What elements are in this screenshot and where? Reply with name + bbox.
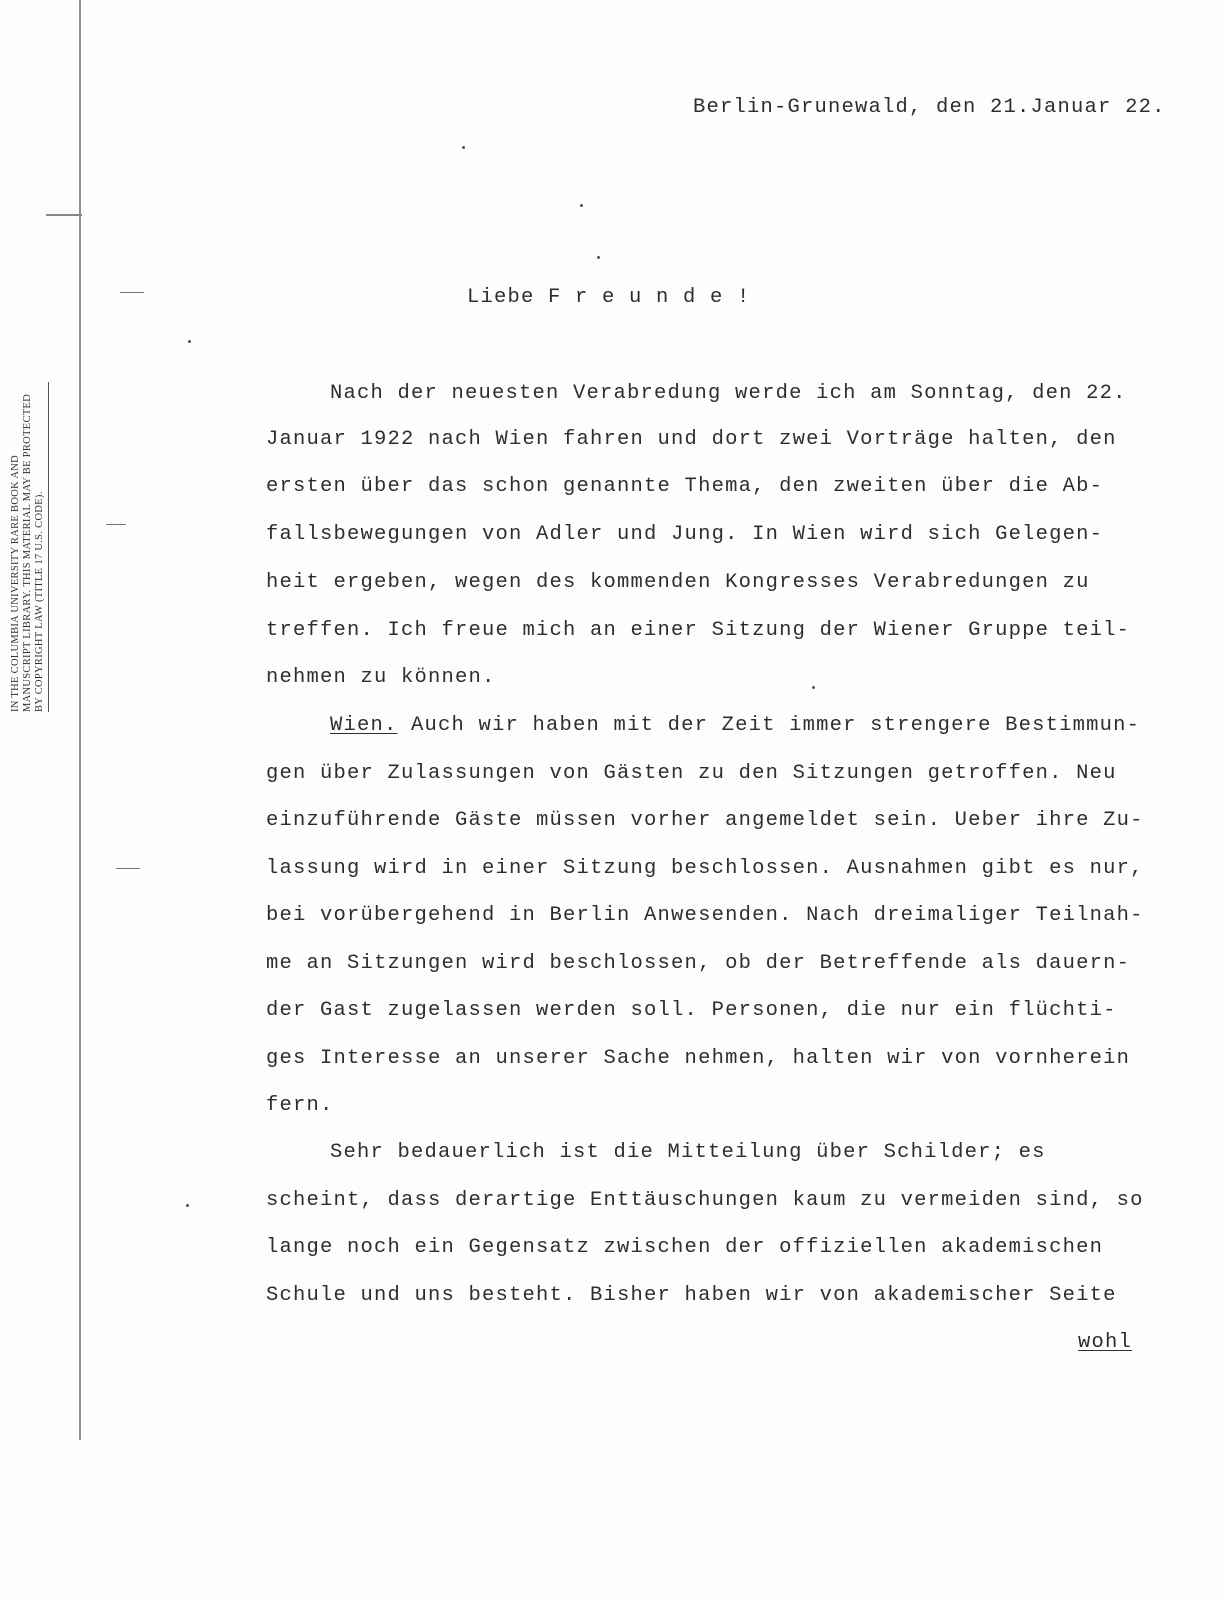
body-line: lassung wird in einer Sitzung beschlossen. Ausnahmen gibt es nur, bbox=[266, 857, 1144, 880]
scan-speck bbox=[188, 340, 191, 343]
body-line: heit ergeben, wegen des kommenden Kongresses Verabredungen zu bbox=[266, 571, 1090, 594]
binding-edge bbox=[79, 0, 81, 1440]
body-line-text: Auch wir haben mit der Zeit immer strengere Bestimmun- bbox=[411, 714, 1141, 737]
body-line: fallsbewegungen von Adler und Jung. In Wien wird sich Gelegen- bbox=[266, 523, 1104, 546]
body-line: treffen. Ich freue mich an einer Sitzung der Wiener Gruppe teil- bbox=[266, 619, 1131, 642]
body-line: nehmen zu können. bbox=[266, 666, 496, 689]
margin-dash bbox=[106, 524, 126, 525]
dateline: Berlin-Grunewald, den 21.Januar 22. bbox=[693, 96, 1166, 119]
scan-speck bbox=[597, 256, 600, 259]
scan-speck bbox=[186, 1204, 189, 1207]
body-line: ges Interesse an unserer Sache nehmen, halten wir von vornherein bbox=[266, 1047, 1131, 1070]
scan-speck bbox=[462, 146, 465, 149]
catchword: wohl bbox=[1078, 1331, 1133, 1354]
body-line: lange noch ein Gegensatz zwischen der offiziellen akademischen bbox=[266, 1236, 1104, 1259]
body-line: ersten über das schon genannte Thema, den zweiten über die Ab- bbox=[266, 475, 1104, 498]
scan-speck bbox=[580, 204, 583, 207]
body-line: Sehr bedauerlich ist die Mitteilung über Schilder; es bbox=[330, 1141, 1046, 1164]
body-line: gen über Zulassungen von Gästen zu den Sitzungen getroffen. Neu bbox=[266, 762, 1117, 785]
body-line: scheint, dass derartige Enttäuschungen kaum zu vermeiden sind, so bbox=[266, 1189, 1144, 1212]
body-line: Schule und uns besteht. Bisher haben wir von akademischer Seite bbox=[266, 1284, 1117, 1307]
body-line: fern. bbox=[266, 1094, 334, 1117]
margin-mark bbox=[46, 214, 82, 216]
salutation: Liebe F r e u n d e ! bbox=[467, 286, 751, 309]
body-line: bei vorübergehend in Berlin Anwesenden. Nach dreimaliger Teilnah- bbox=[266, 904, 1144, 927]
section-heading-wien: Wien. bbox=[330, 714, 398, 737]
body-line bbox=[330, 714, 1140, 737]
margin-dash bbox=[116, 868, 140, 869]
scan-speck bbox=[812, 686, 815, 689]
copyright-notice: IN THE COLUMBIA UNIVERSITY RARE BOOK AND MANUSCRIPT LIBRARY. THIS MATERIAL MAY BE PROTECTED BY COPYRIGHT LAW (TITLE 17 U.S. CODE). bbox=[10, 382, 49, 712]
body-line: me an Sitzungen wird beschlossen, ob der Betreffende als dauern- bbox=[266, 952, 1131, 975]
body-line: der Gast zugelassen werden soll. Personen, die nur ein flüchti- bbox=[266, 999, 1117, 1022]
body-line: einzuführende Gäste müssen vorher angemeldet sein. Ueber ihre Zu- bbox=[266, 809, 1144, 832]
body-line: Januar 1922 nach Wien fahren und dort zwei Vorträge halten, den bbox=[266, 428, 1117, 451]
body-line: Nach der neuesten Verabredung werde ich am Sonntag, den 22. bbox=[330, 382, 1127, 405]
margin-dash bbox=[120, 292, 144, 293]
